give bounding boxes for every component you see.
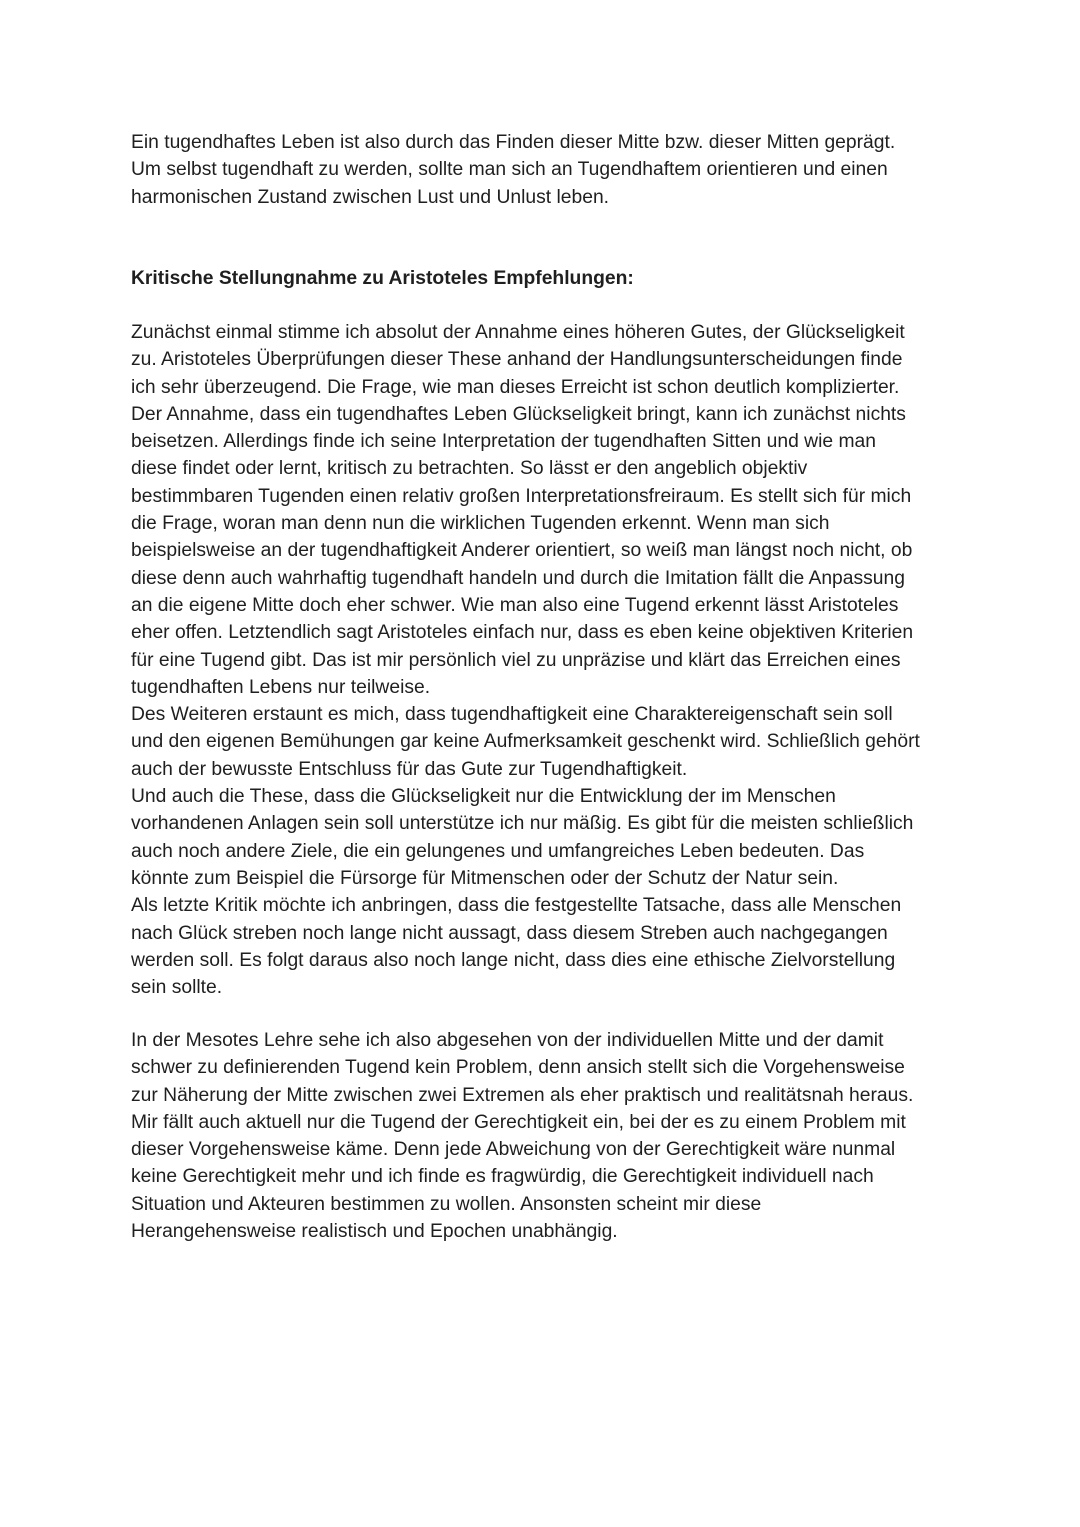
text-line: dieser Vorgehensweise käme. Denn jede Abweichung von der Gerechtigkeit wäre nunmal: [131, 1139, 896, 1161]
text-line: beispielsweise an der tugendhaftigkeit Anderer orientiert, so weiß man längst noch nicht, ob: [131, 540, 913, 562]
text-line: werden soll. Es folgt daraus also noch lange nicht, dass dies eine ethische Zielvorstellung: [131, 949, 896, 971]
text-line: harmonischen Zustand zwischen Lust und Unlust leben.: [131, 186, 610, 208]
text-line: In der Mesotes Lehre sehe ich also abgesehen von der individuellen Mitte und der damit: [131, 1030, 884, 1051]
critique-paragraph: [131, 319, 961, 1001]
text-line: Situation und Akteuren bestimmen zu wollen. Ansonsten scheint mir diese: [131, 1193, 762, 1215]
text-line: und den eigenen Bemühungen gar keine Aufmerksamkeit geschenkt wird. Schließlich gehört: [131, 731, 920, 753]
text-line: Ein tugendhaftes Leben ist also durch das Finden dieser Mitte bzw. dieser Mitten geprägt.: [131, 132, 896, 153]
text-line: vorhandenen Anlagen sein soll unterstütze ich nur mäßig. Es gibt für die meisten schließlich: [131, 813, 914, 835]
text-line: keine Gerechtigkeit mehr und ich finde es fragwürdig, die Gerechtigkeit individuell nach: [131, 1166, 874, 1188]
text-line: zu. Aristoteles Überprüfungen dieser These anhand der Handlungsunterscheidungen finde: [131, 349, 903, 371]
text-line: diese denn auch wahrhaftig tugendhaft handeln und durch die Imitation fällt die Anpassung: [131, 567, 905, 589]
text-line: für eine Tugend gibt. Das ist mir persönlich viel zu unpräzise und klärt das Erreichen eines: [131, 649, 901, 671]
text-line: tugendhaften Lebens nur teilweise.: [131, 676, 431, 698]
text-line: schwer zu definierenden Tugend kein Problem, denn ansich stellt sich die Vorgehensweise: [131, 1057, 905, 1079]
text-line: Herangehensweise realistisch und Epochen unabhängig.: [131, 1221, 618, 1243]
text-line: sein sollte.: [131, 977, 223, 999]
text-line: an die eigene Mitte doch eher schwer. Wie man also eine Tugend erkennt lässt Aristoteles: [131, 594, 899, 616]
text-line: Mir fällt auch aktuell nur die Tugend der Gerechtigkeit ein, bei der es zu einem Problem mit: [131, 1111, 906, 1133]
text-line: Zunächst einmal stimme ich absolut der Annahme eines höheren Gutes, der Glückseligkeit: [131, 322, 905, 343]
text-line: auch noch andere Ziele, die ein gelungenes und umfangreiches Leben bedeuten. Das: [131, 840, 865, 862]
text-line: die Frage, woran man denn nun die wirklichen Tugenden erkennt. Wenn man sich: [131, 513, 830, 535]
text-line: beisetzen. Allerdings finde ich seine Interpretation der tugendhaften Sitten und wie man: [131, 431, 876, 453]
text-line: Um selbst tugendhaft zu werden, sollte man sich an Tugendhaftem orientieren und einen: [131, 159, 888, 181]
text-line: ich sehr überzeugend. Die Frage, wie man dieses Erreicht ist schon deutlich komplizierter.: [131, 376, 900, 398]
text-line: Des Weiteren erstaunt es mich, dass tugendhaftigkeit eine Charaktereigenschaft sein soll: [131, 704, 893, 726]
text-line: diese findet oder lernt, kritisch zu betrachten. So lässt er den angeblich objektiv: [131, 458, 808, 480]
text-line: bestimmbaren Tugenden einen relativ großen Interpretationsfreiraum. Es stellt sich für mich: [131, 485, 912, 507]
text-line: nach Glück streben noch lange nicht aussagt, dass diesem Streben auch nachgegangen: [131, 922, 888, 944]
text-line: auch der bewusste Entschluss für das Gute zur Tugendhaftigkeit.: [131, 758, 688, 780]
mesotes-paragraph: [131, 1027, 961, 1245]
text-line: Der Annahme, dass ein tugendhaftes Leben Glückseligkeit bringt, kann ich zunächst nichts: [131, 403, 906, 425]
heading-text: Kritische Stellungnahme zu Aristoteles Empfehlungen:: [131, 268, 634, 289]
text-line: könnte zum Beispiel die Fürsorge für Mitmenschen oder der Schutz der Natur sein.: [131, 867, 839, 889]
text-line: eher offen. Letztendlich sagt Aristoteles einfach nur, dass es eben keine objektiven Kriterien: [131, 622, 914, 644]
intro-paragraph: [131, 129, 961, 211]
text-line: Und auch die These, dass die Glückseligkeit nur die Entwicklung der im Menschen: [131, 786, 836, 808]
section-heading: [131, 265, 961, 292]
text-line: zur Näherung der Mitte zwischen zwei Extremen als eher praktisch und realitätsnah heraus.: [131, 1084, 914, 1106]
text-line: Als letzte Kritik möchte ich anbringen, dass die festgestellte Tatsache, dass alle Menschen: [131, 895, 902, 917]
